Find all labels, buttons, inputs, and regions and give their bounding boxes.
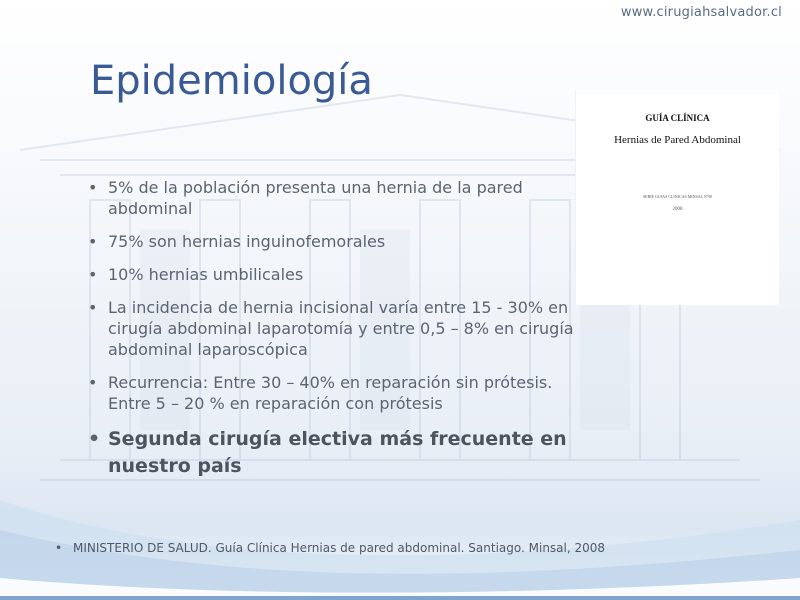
reference-bullet: •: [55, 541, 63, 555]
guide-subtitle: Hernias de Pared Abdominal: [614, 134, 741, 146]
slide-title: Epidemiología: [90, 58, 373, 104]
guide-title: GUÍA CLÍNICA: [645, 113, 710, 123]
bullet-item: • La incidencia de hernia incisional varía entre 15 - 30% en cirugía abdominal laparotomía y entre 0,5 – 8% en cirugía abdominal laparoscópica: [88, 297, 578, 360]
bullet-item: • 10% hernias umbilicales: [88, 264, 578, 285]
bullet-item: • Recurrencia: Entre 30 – 40% en reparación sin prótesis. Entre 5 – 20 % en reparación con prótesis: [88, 372, 578, 414]
bullet-item: • 5% de la población presenta una hernia de la pared abdominal: [88, 177, 578, 219]
guide-year: 2008: [672, 207, 683, 212]
website-url: www.cirugiahsalvador.cl: [620, 5, 782, 20]
guide-series: SERIE GUIAS CLINICAS MINSAL Nº90: [642, 194, 713, 199]
bullet-item: • 75% son hernias inguinofemorales: [88, 231, 578, 252]
bullet-item-highlight: • Segunda cirugía electiva más frecuente en nuestro país: [88, 426, 578, 480]
reference-text: MINISTERIO DE SALUD. Guía Clínica Hernias de pared abdominal. Santiago. Minsal, 2008: [73, 541, 606, 555]
bullet-list: [88, 177, 578, 492]
reference-note: [55, 541, 605, 555]
guide-cover-image: [575, 90, 779, 305]
